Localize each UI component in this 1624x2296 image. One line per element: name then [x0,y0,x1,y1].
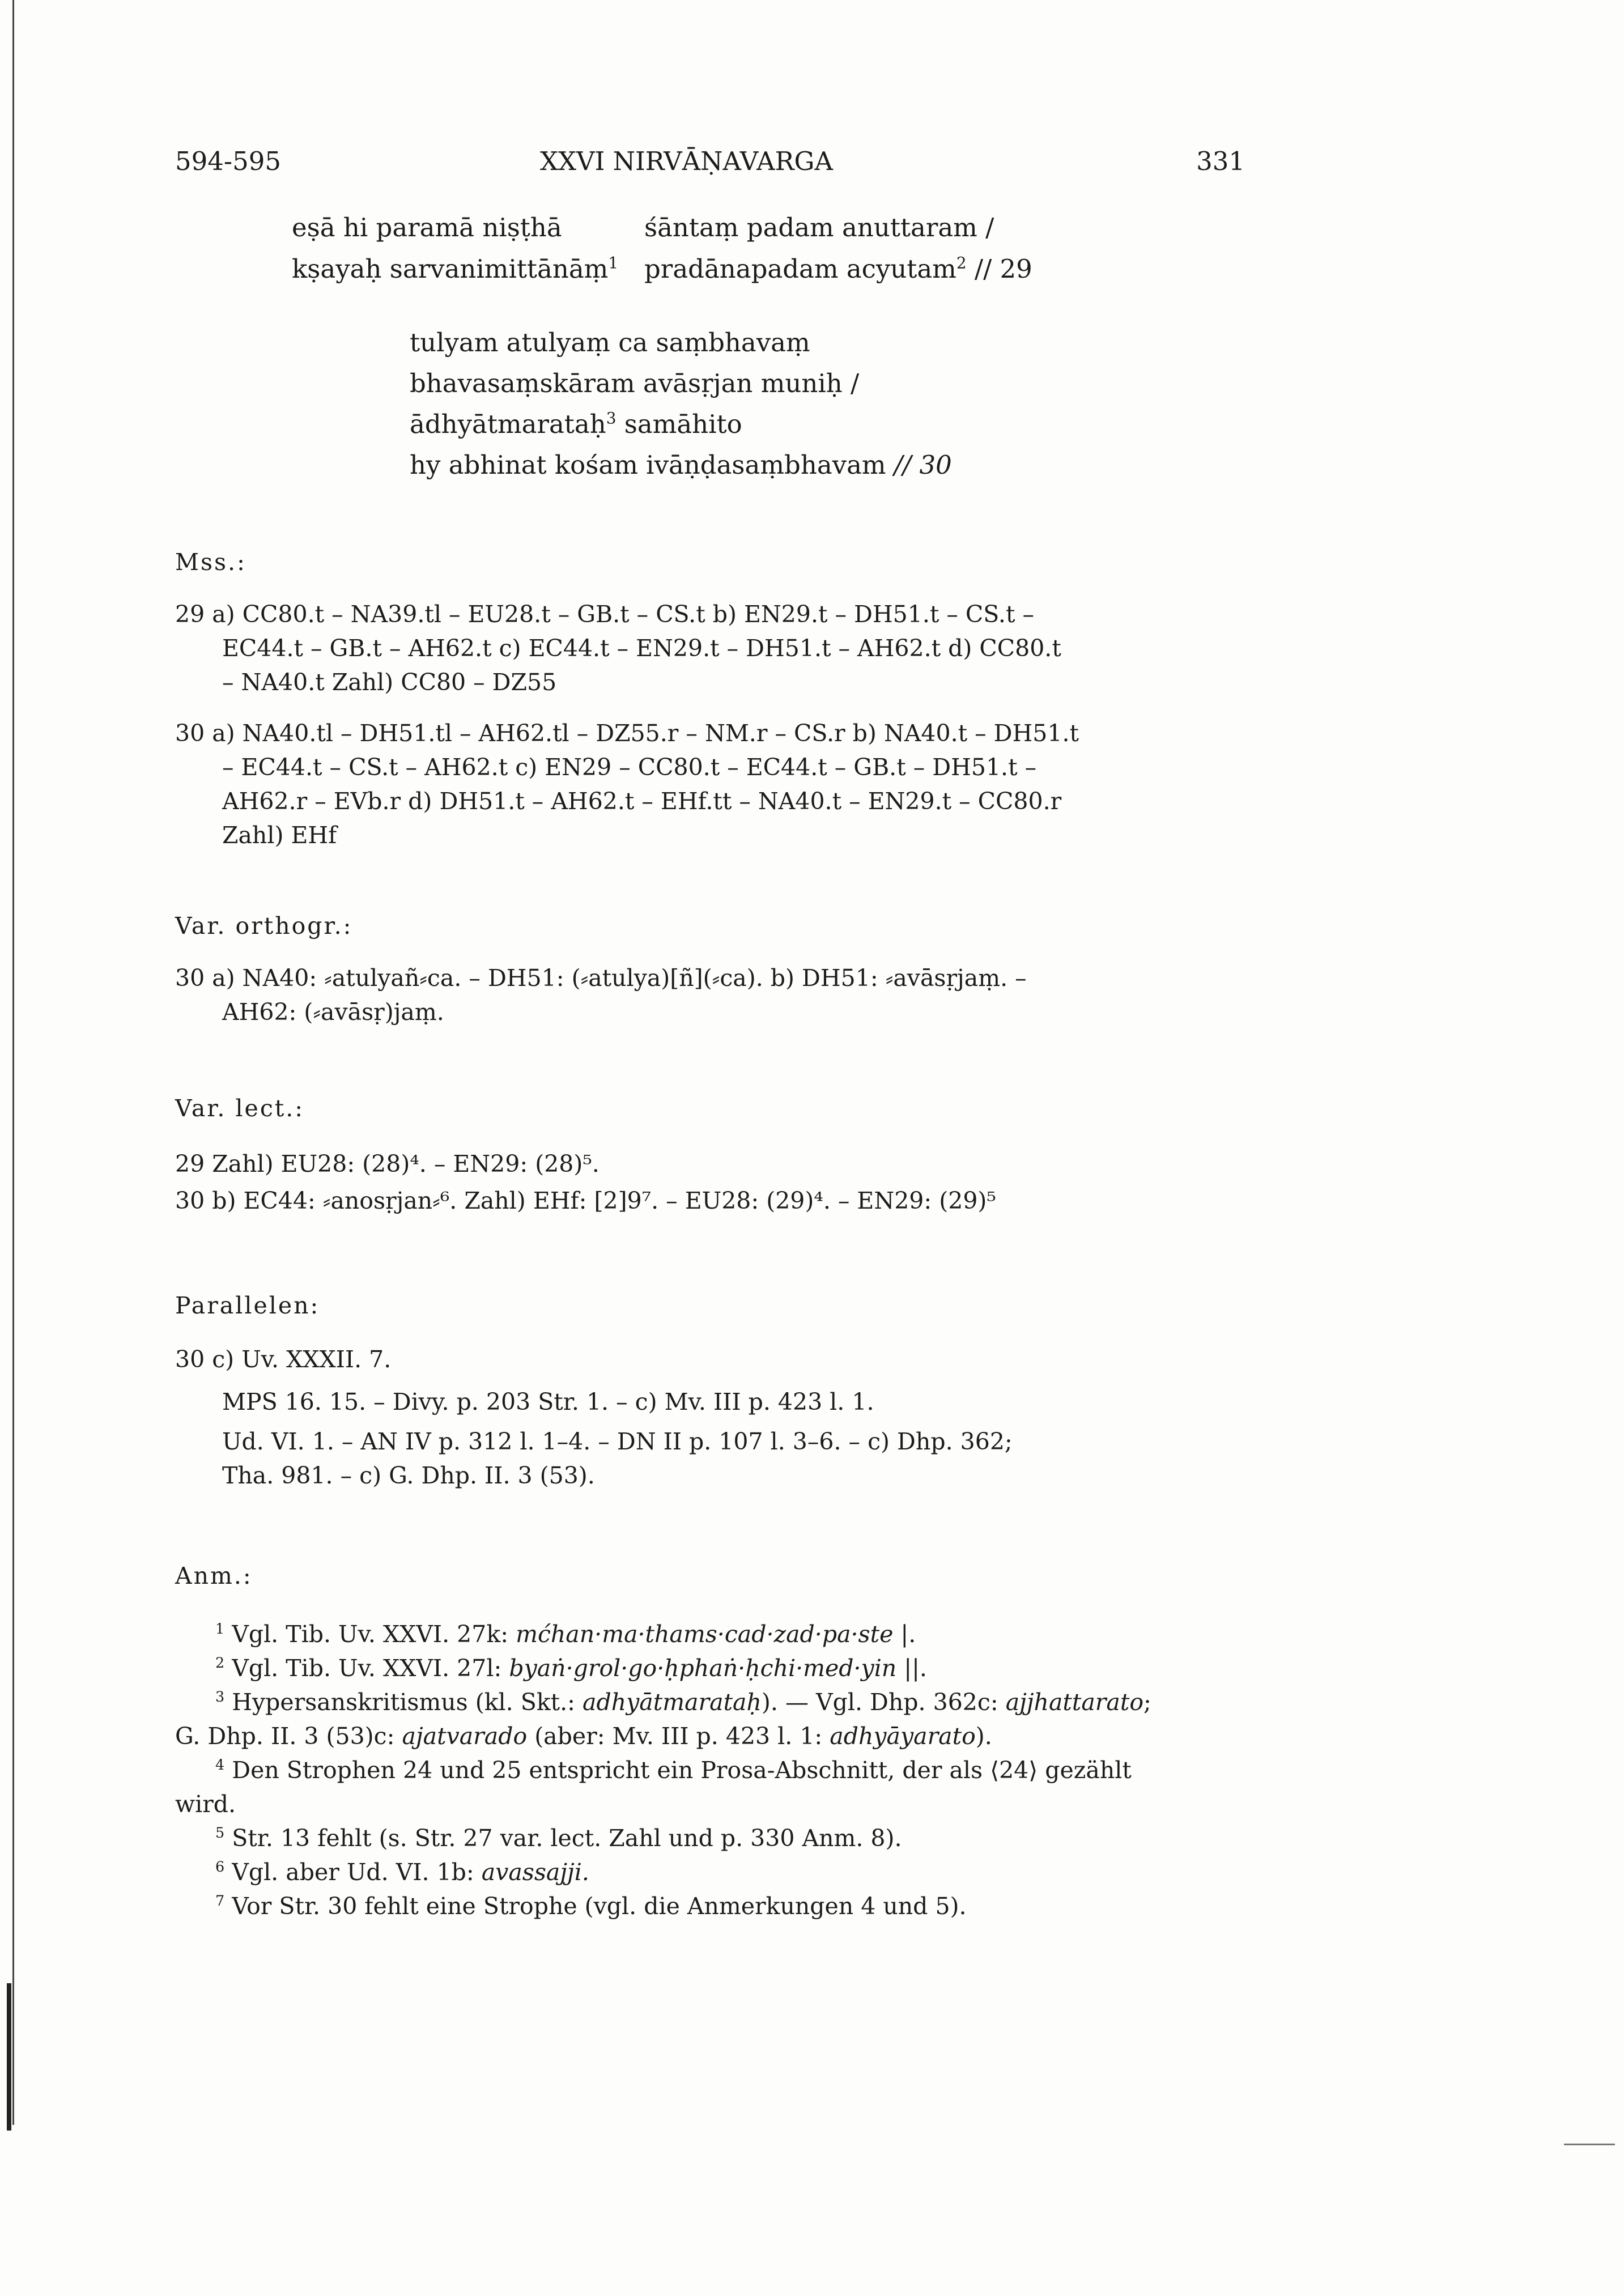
var-orthogr-label: Var. orthogr.: [175,912,353,939]
var-lect-line: 30 b) EC44: ⸗anosṛjan⸗⁶. Zahl) EHf: [2]9⁷. – EU28: (29)⁴. – EN29: (29)⁵ [175,1187,996,1214]
scan-edge [12,0,14,2125]
footnote-3-cont: G. Dhp. II. 3 (53)c: ajatvarado (aber: Mv. III p. 423 l. 1: adhyāyarato). [175,1723,992,1750]
anm-label: Anm.: [175,1562,253,1589]
verse-30-line-1: tulyam atulyaṃ ca saṃbhavaṃ [410,328,810,358]
footnote-6: $^6$ Vgl. aber Ud. VI. 1b: avassajji. [215,1857,589,1886]
footnote-7: $^7$ Vor Str. 30 fehlt eine Strophe (vgl. die Anmerkungen 4 und 5). [215,1891,967,1920]
mss-line: EC44.t – GB.t – AH62.t c) EC44.t – EN29.t – DH51.t – AH62.t d) CC80.t [222,635,1061,662]
var-orthogr-line: 30 a) NA40: ⸗atulyañ⸗ca. – DH51: (⸗atulya)[ñ](⸗ca). b) DH51: ⸗avāsṛjaṃ. – [175,964,1027,992]
verse-29-line-2b: pradānapadam acyutam$^2$ // 29 [644,253,1032,284]
verse-29-line-1: eṣā hi paramā niṣṭhā [292,212,562,243]
mss-line: – EC44.t – CS.t – AH62.t c) EN29 – CC80.t – EC44.t – GB.t – DH51.t – [222,754,1037,781]
mss-line: AH62.r – EVb.r d) DH51.t – AH62.t – EHf.tt – NA40.t – EN29.t – CC80.r [222,788,1062,815]
page-header [175,146,1245,180]
verse-29-line-2: kṣayaḥ sarvanimittānāṃ$^1$ [292,253,619,284]
var-lect-line: 29 Zahl) EU28: (28)⁴. – EN29: (28)⁵. [175,1150,600,1177]
page-number: 331 [1196,146,1245,176]
footnote-4: $^4$ Den Strophen 24 und 25 entspricht ein Prosa-Abschnitt, der als ⟨24⟩ gezählt [215,1755,1132,1784]
mss-line: – NA40.t Zahl) CC80 – DZ55 [222,669,557,696]
mss-line: Zahl) EHf [222,822,337,849]
parallelen-line: Tha. 981. – c) G. Dhp. II. 3 (53). [222,1462,595,1489]
verse-30-line-2: bhavasaṃskāram avāsṛjan muniḥ / [410,368,860,398]
footnote-2: $^2$ Vgl. Tib. Uv. XXVI. 27l: byaṅ·grol·go·ḥphaṅ·ḥchi·med·yin ||. [215,1653,927,1682]
mss-line: 30 a) NA40.tl – DH51.tl – AH62.tl – DZ55.r – NM.r – CS.r b) NA40.t – DH51.t [175,720,1079,747]
var-orthogr-line: AH62: (⸗avāsṛ)jaṃ. [222,998,444,1026]
footnote-4-cont: wird. [175,1791,236,1818]
scan-edge-shadow [7,1983,11,2131]
page-range: 594-595 [175,146,281,176]
var-lect-label: Var. lect.: [175,1095,305,1122]
footnote-5: $^5$ Str. 13 fehlt (s. Str. 27 var. lect. Zahl und p. 330 Anm. 8). [215,1823,902,1852]
parallelen-line: 30 c) Uv. XXXII. 7. [175,1346,392,1373]
parallelen-line: MPS 16. 15. – Divy. p. 203 Str. 1. – c) Mv. III p. 423 l. 1. [222,1388,874,1415]
parallelen-line: Ud. VI. 1. – AN IV p. 312 l. 1–4. – DN II p. 107 l. 3–6. – c) Dhp. 362; [222,1428,1013,1455]
footnote-3: $^3$ Hypersanskritismus (kl. Skt.: adhyātmarataḥ). — Vgl. Dhp. 362c: ajjhattarato; [215,1687,1151,1716]
verse-30-line-3: ādhyātmarataḥ$^3$ samāhito [410,409,742,439]
mss-line: 29 a) CC80.t – NA39.tl – EU28.t – GB.t – CS.t b) EN29.t – DH51.t – CS.t – [175,601,1034,628]
verse-30-line-4: hy abhinat kośam ivāṇḍasaṃbhavam // 30 [410,450,952,480]
parallelen-label: Parallelen: [175,1292,320,1319]
scan-mark [1564,2144,1615,2145]
footnote-1: $^1$ Vgl. Tib. Uv. XXVI. 27k: mćhan·ma·thams·cad·zad·pa·ste |. [215,1619,916,1648]
verse-29-line-1b: śāntaṃ padam anuttaram / [644,212,994,243]
chapter-title: XXVI NIRVĀṆAVARGA [540,146,833,176]
mss-label: Mss.: [175,549,246,576]
